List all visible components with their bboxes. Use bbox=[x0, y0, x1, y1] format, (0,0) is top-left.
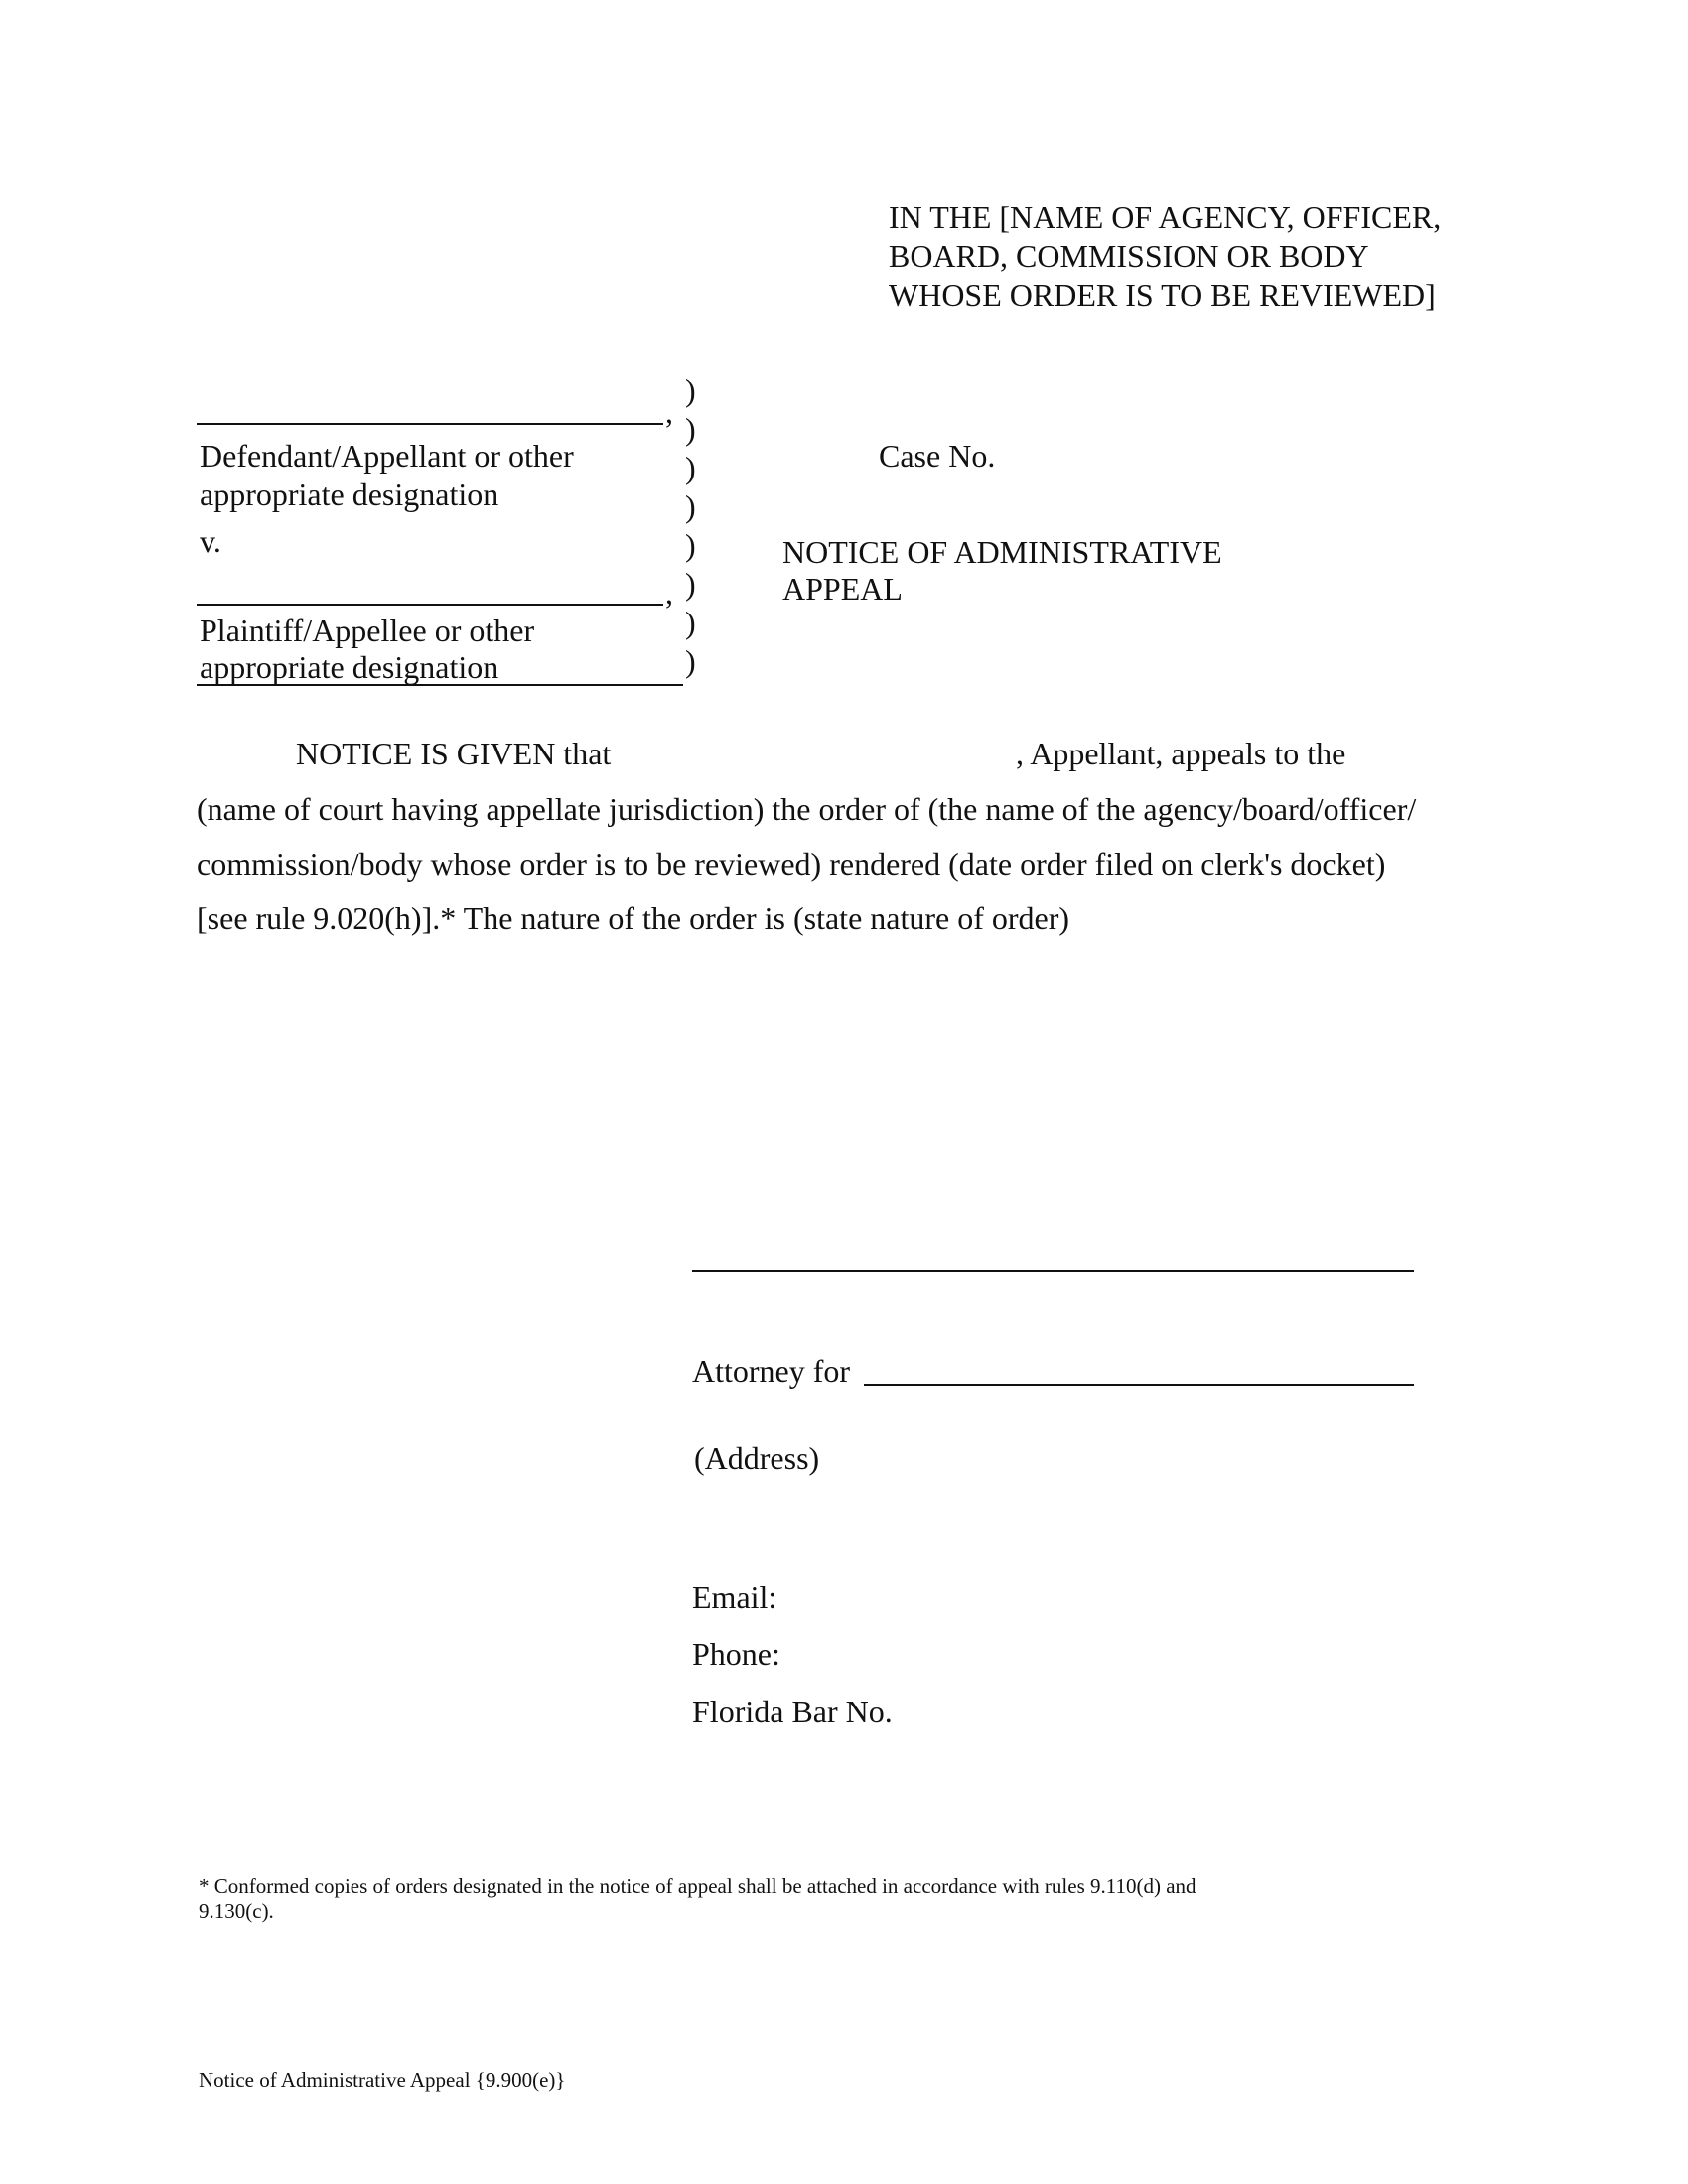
party1-comma: , bbox=[665, 394, 673, 430]
court-heading bbox=[889, 199, 1441, 315]
body-line-3: commission/body whose order is to be reviewed) rendered (date order filed on clerk's docket) bbox=[197, 846, 1386, 882]
address-label: (Address) bbox=[694, 1440, 820, 1476]
caption-paren: ) bbox=[685, 527, 696, 563]
document-title-line-1: NOTICE OF ADMINISTRATIVE bbox=[782, 534, 1222, 570]
attorney-for-blank[interactable] bbox=[864, 1384, 1414, 1386]
notice-lead-continued: , Appellant, appeals to the bbox=[1016, 736, 1346, 771]
caption-paren: ) bbox=[685, 488, 696, 524]
caption-paren: ) bbox=[685, 411, 696, 447]
signature-line[interactable] bbox=[692, 1270, 1414, 1272]
party1-name-blank[interactable] bbox=[197, 423, 663, 425]
party2-designation-line-2: appropriate designation bbox=[200, 649, 499, 685]
party2-designation-line-1: Plaintiff/Appellee or other bbox=[200, 613, 535, 648]
footnote bbox=[199, 1874, 1196, 1924]
phone-label: Phone: bbox=[692, 1636, 780, 1672]
party1-designation-line-2: appropriate designation bbox=[200, 477, 499, 512]
caption-paren: ) bbox=[685, 643, 696, 679]
document-title-line-2: APPEAL bbox=[782, 571, 903, 607]
appellant-name-blank[interactable] bbox=[635, 735, 1013, 773]
party2-designation-underline bbox=[197, 684, 683, 686]
body-line-2: (name of court having appellate jurisdiction) the order of (the name of the agency/board/officer/ bbox=[197, 791, 1417, 827]
party2-name-blank[interactable] bbox=[197, 604, 663, 606]
notice-lead: NOTICE IS GIVEN that bbox=[296, 736, 612, 771]
caption-divider bbox=[685, 371, 705, 681]
caption-paren: ) bbox=[685, 450, 696, 485]
party2-comma: , bbox=[665, 575, 673, 611]
caption-paren: ) bbox=[685, 605, 696, 640]
caption-paren: ) bbox=[685, 566, 696, 602]
email-label: Email: bbox=[692, 1579, 777, 1615]
court-heading-line-1: IN THE [NAME OF AGENCY, OFFICER, bbox=[889, 200, 1442, 235]
form-footer-label: Notice of Administrative Appeal {9.900(e)} bbox=[199, 2068, 566, 2092]
body-line-4: [see rule 9.020(h)].* The nature of the order is (state nature of order) bbox=[197, 900, 1070, 936]
versus: v. bbox=[200, 523, 221, 559]
footnote-line-2: 9.130(c). bbox=[199, 1899, 274, 1923]
case-number-label: Case No. bbox=[879, 438, 996, 474]
footnote-line-1: * Conformed copies of orders designated in the notice of appeal shall be attached in accordance with rules 9.110(d) and bbox=[199, 1874, 1196, 1898]
court-heading-line-2: BOARD, COMMISSION OR BODY bbox=[889, 238, 1369, 274]
caption-paren: ) bbox=[685, 372, 696, 408]
florida-bar-number-label: Florida Bar No. bbox=[692, 1694, 893, 1729]
court-heading-line-3: WHOSE ORDER IS TO BE REVIEWED] bbox=[889, 277, 1436, 313]
attorney-for-label: Attorney for bbox=[692, 1353, 851, 1389]
party1-designation-line-1: Defendant/Appellant or other bbox=[200, 438, 574, 474]
